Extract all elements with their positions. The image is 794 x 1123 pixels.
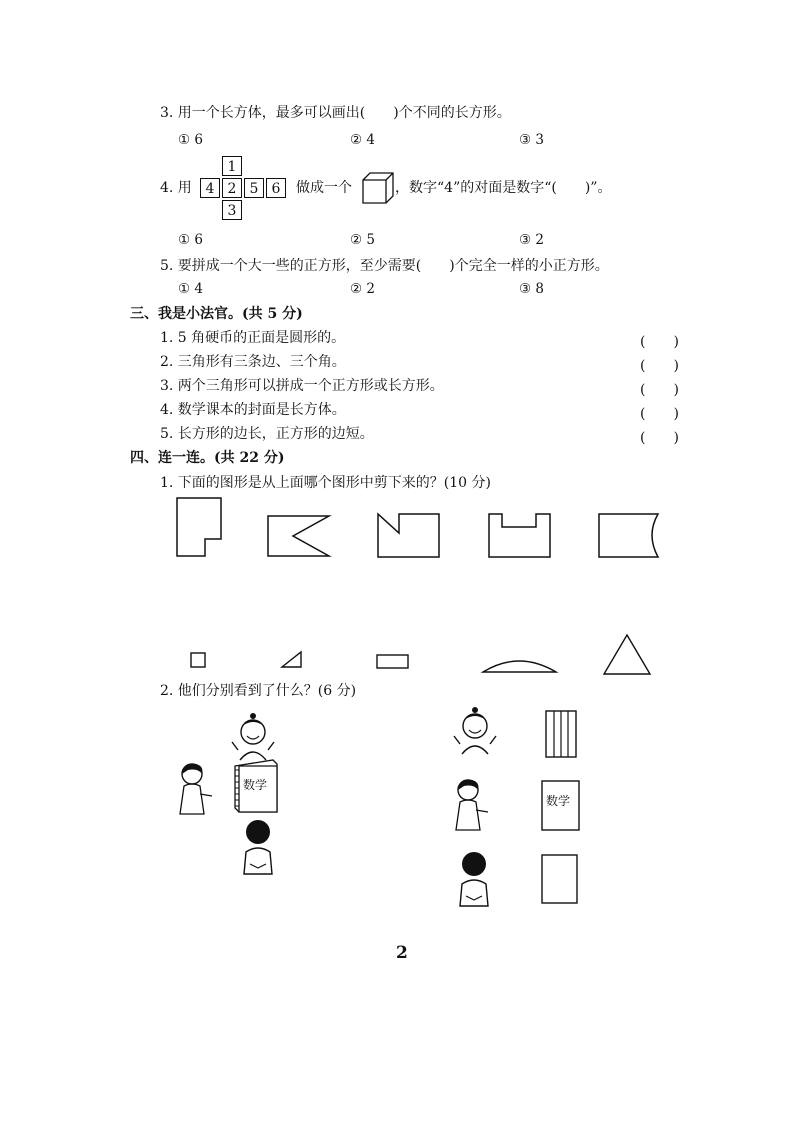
q4-option-1: ① 6: [178, 232, 203, 248]
answer-bracket-5[interactable]: ( ): [640, 430, 679, 446]
semicircle-segment-piece: [482, 656, 558, 674]
part4-q1-text: 1. 下面的图形是从上面哪个图形中剪下来的？(10 分): [160, 475, 491, 491]
answer-bracket-2[interactable]: ( ): [640, 358, 679, 374]
q3-option-1: ① 6: [178, 132, 203, 148]
q3-option-2: ② 4: [350, 132, 375, 148]
boy-front-figure: [224, 712, 284, 762]
arrow-cut-rectangle-shape: [267, 515, 331, 557]
answer-bracket-1[interactable]: ( ): [640, 334, 679, 350]
small-rectangle-piece: [376, 654, 410, 670]
judge-item-5: 5. 长方形的边长，正方形的边短。: [160, 426, 374, 442]
q4-prefix: 4. 用: [160, 180, 192, 196]
net-cell-4: 4: [200, 178, 220, 198]
cube-net-figure: [200, 156, 292, 222]
q3-option-3: ③ 3: [519, 132, 544, 148]
part3-heading: 三、我是小法官。(共 5 分): [130, 306, 303, 322]
answer-bracket-4[interactable]: ( ): [640, 406, 679, 422]
q4-option-2: ② 5: [350, 232, 375, 248]
small-triangle-piece: [281, 651, 303, 669]
net-cell-1: 1: [222, 156, 242, 176]
cube-icon: [362, 172, 394, 204]
triangle-notch-rectangle-shape: [377, 513, 441, 559]
net-cell-5: 5: [244, 178, 264, 198]
small-square-piece: [190, 652, 206, 668]
q4-middle: 做成一个: [296, 180, 352, 196]
square-notch-rectangle-shape: [488, 513, 552, 559]
answer-bracket-3[interactable]: ( ): [640, 382, 679, 398]
page-number: 2: [396, 943, 408, 963]
net-cell-3: 3: [222, 200, 242, 220]
part4-heading: 四、连一连。(共 22 分): [130, 450, 285, 466]
net-cell-6: 6: [266, 178, 286, 198]
judge-item-1: 1. 5 角硬币的正面是圆形的。: [160, 330, 346, 346]
book-spine-view: [545, 710, 579, 760]
triangle-piece: [603, 634, 651, 676]
book-back-view: [541, 854, 581, 906]
girl-side-figure-right: [448, 776, 498, 834]
q4-option-3: ③ 2: [519, 232, 544, 248]
boy-front-figure-right: [446, 706, 506, 756]
girl-side-figure: [172, 760, 222, 818]
judge-item-4: 4. 数学课本的封面是长方体。: [160, 402, 346, 418]
q5-option-1: ① 4: [178, 281, 203, 297]
boy-back-figure-right: [452, 850, 496, 908]
part4-q2-text: 2. 他们分别看到了什么？(6 分): [160, 683, 357, 699]
q4-suffix: ，数字“4”的对面是数字“( )”。: [395, 180, 612, 196]
cover-title: 数学: [546, 794, 571, 808]
judge-item-3: 3. 两个三角形可以拼成一个正方形或长方形。: [160, 378, 444, 394]
q5-option-3: ③ 8: [519, 281, 544, 297]
judge-item-2: 2. 三角形有三条边、三个角。: [160, 354, 346, 370]
q5-option-2: ② 2: [350, 281, 375, 297]
boy-back-figure: [236, 818, 280, 876]
q3-text: 3. 用一个长方体，最多可以画出( )个不同的长方形。: [160, 105, 511, 121]
arc-cut-rectangle-shape: [598, 513, 662, 559]
q5-text: 5. 要拼成一个大一些的正方形，至少需要( )个完全一样的小正方形。: [160, 258, 609, 274]
net-cell-2: 2: [222, 178, 242, 198]
notched-rectangle-shape: [176, 497, 222, 557]
book-title: 数学: [243, 778, 268, 792]
